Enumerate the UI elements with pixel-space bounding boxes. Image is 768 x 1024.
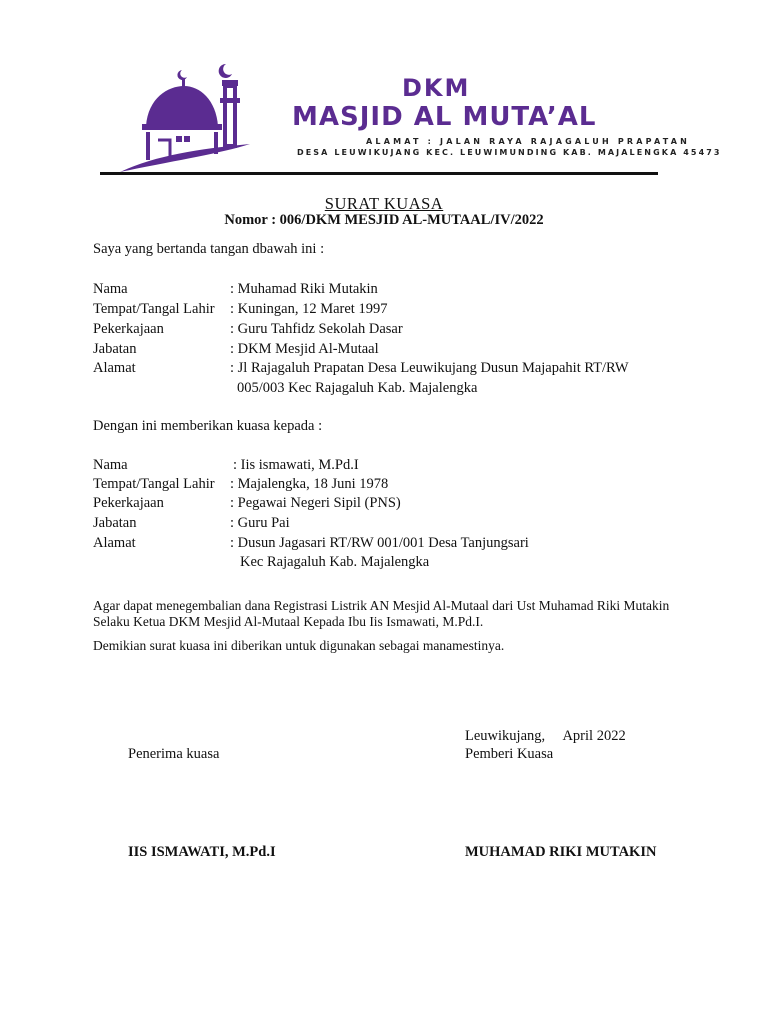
grantor-value-address: : Jl Rajagaluh Prapatan Desa Leuwikujang Dusun Majapahit RT/RW bbox=[230, 360, 629, 376]
org-name-line2: MASJID AL MUTA’AL bbox=[292, 102, 597, 132]
document-number: Nomor : 006/DKM MESJID AL-MUTAAL/IV/2022 bbox=[224, 212, 544, 228]
receiver-name: IIS ISMAWATI, M.Pd.I bbox=[128, 844, 276, 860]
grantor-value-address-cont: 005/003 Kec Rajagaluh Kab. Majalengka bbox=[237, 380, 478, 396]
mosque-dome-icon bbox=[118, 62, 253, 179]
grantee-label-address: Alamat bbox=[93, 535, 136, 551]
grantee-label-position: Jabatan bbox=[93, 515, 137, 531]
grantee-value-address-cont: Kec Rajagaluh Kab. Majalengka bbox=[240, 554, 430, 570]
receiver-label: Penerima kuasa bbox=[128, 746, 220, 762]
grantor-value-job: : Guru Tahfidz Sekolah Dasar bbox=[230, 321, 403, 337]
grantor-label-birth: Tempat/Tangal Lahir bbox=[93, 301, 215, 317]
grantor-value-name: : Muhamad Riki Mutakin bbox=[230, 281, 378, 297]
grantee-label-name: Nama bbox=[93, 457, 128, 473]
grant-intro-text: Dengan ini memberikan kuasa kepada : bbox=[93, 418, 323, 434]
grantee-value-birth: : Majalengka, 18 Juni 1978 bbox=[230, 476, 389, 492]
org-name-line1: DKM bbox=[402, 74, 471, 102]
grantee-label-job: Pekerkajaan bbox=[93, 495, 164, 511]
grantee-value-address: : Dusun Jagasari RT/RW 001/001 Desa Tanjungsari bbox=[230, 535, 529, 551]
grantee-value-name: : Iis ismawati, M.Pd.I bbox=[233, 457, 359, 473]
giver-label: Pemberi Kuasa bbox=[465, 746, 554, 762]
grantee-value-job: : Pegawai Negeri Sipil (PNS) bbox=[230, 495, 401, 511]
grantor-value-position: : DKM Mesjid Al-Mutaal bbox=[230, 341, 379, 357]
purpose-line2: Selaku Ketua DKM Mesjid Al-Mutaal Kepada Ibu Iis Ismawati, M.Pd.I. bbox=[93, 614, 484, 629]
grantee-label-birth: Tempat/Tangal Lahir bbox=[93, 476, 215, 492]
giver-name: MUHAMAD RIKI MUTAKIN bbox=[465, 844, 657, 860]
grantor-label-job: Pekerkajaan bbox=[93, 321, 164, 337]
org-address-line1: ALAMAT : JALAN RAYA RAJAGALUH PRAPATAN bbox=[366, 137, 691, 146]
closing-text: Demikian surat kuasa ini diberikan untuk digunakan sebagai manamestinya. bbox=[93, 638, 505, 653]
org-address-line2: DESA LEUWIKUJANG KEC. LEUWIMUNDING KAB. MAJALENGKA 45473 bbox=[297, 148, 722, 157]
grantor-label-name: Nama bbox=[93, 281, 128, 297]
place-date: Leuwikujang, April 2022 bbox=[465, 728, 626, 744]
grantor-label-address: Alamat bbox=[93, 360, 136, 376]
grantor-label-position: Jabatan bbox=[93, 341, 137, 357]
intro-text: Saya yang bertanda tangan dbawah ini : bbox=[93, 241, 325, 257]
grantee-value-position: : Guru Pai bbox=[230, 515, 290, 531]
header-divider bbox=[100, 172, 658, 175]
document-title: SURAT KUASA bbox=[324, 194, 444, 213]
grantor-value-birth: : Kuningan, 12 Maret 1997 bbox=[230, 301, 388, 317]
purpose-line1: Agar dapat menegembalian dana Registrasi Listrik AN Mesjid Al-Mutaal dari Ust Muhamad Riki Mutakin bbox=[93, 598, 670, 613]
